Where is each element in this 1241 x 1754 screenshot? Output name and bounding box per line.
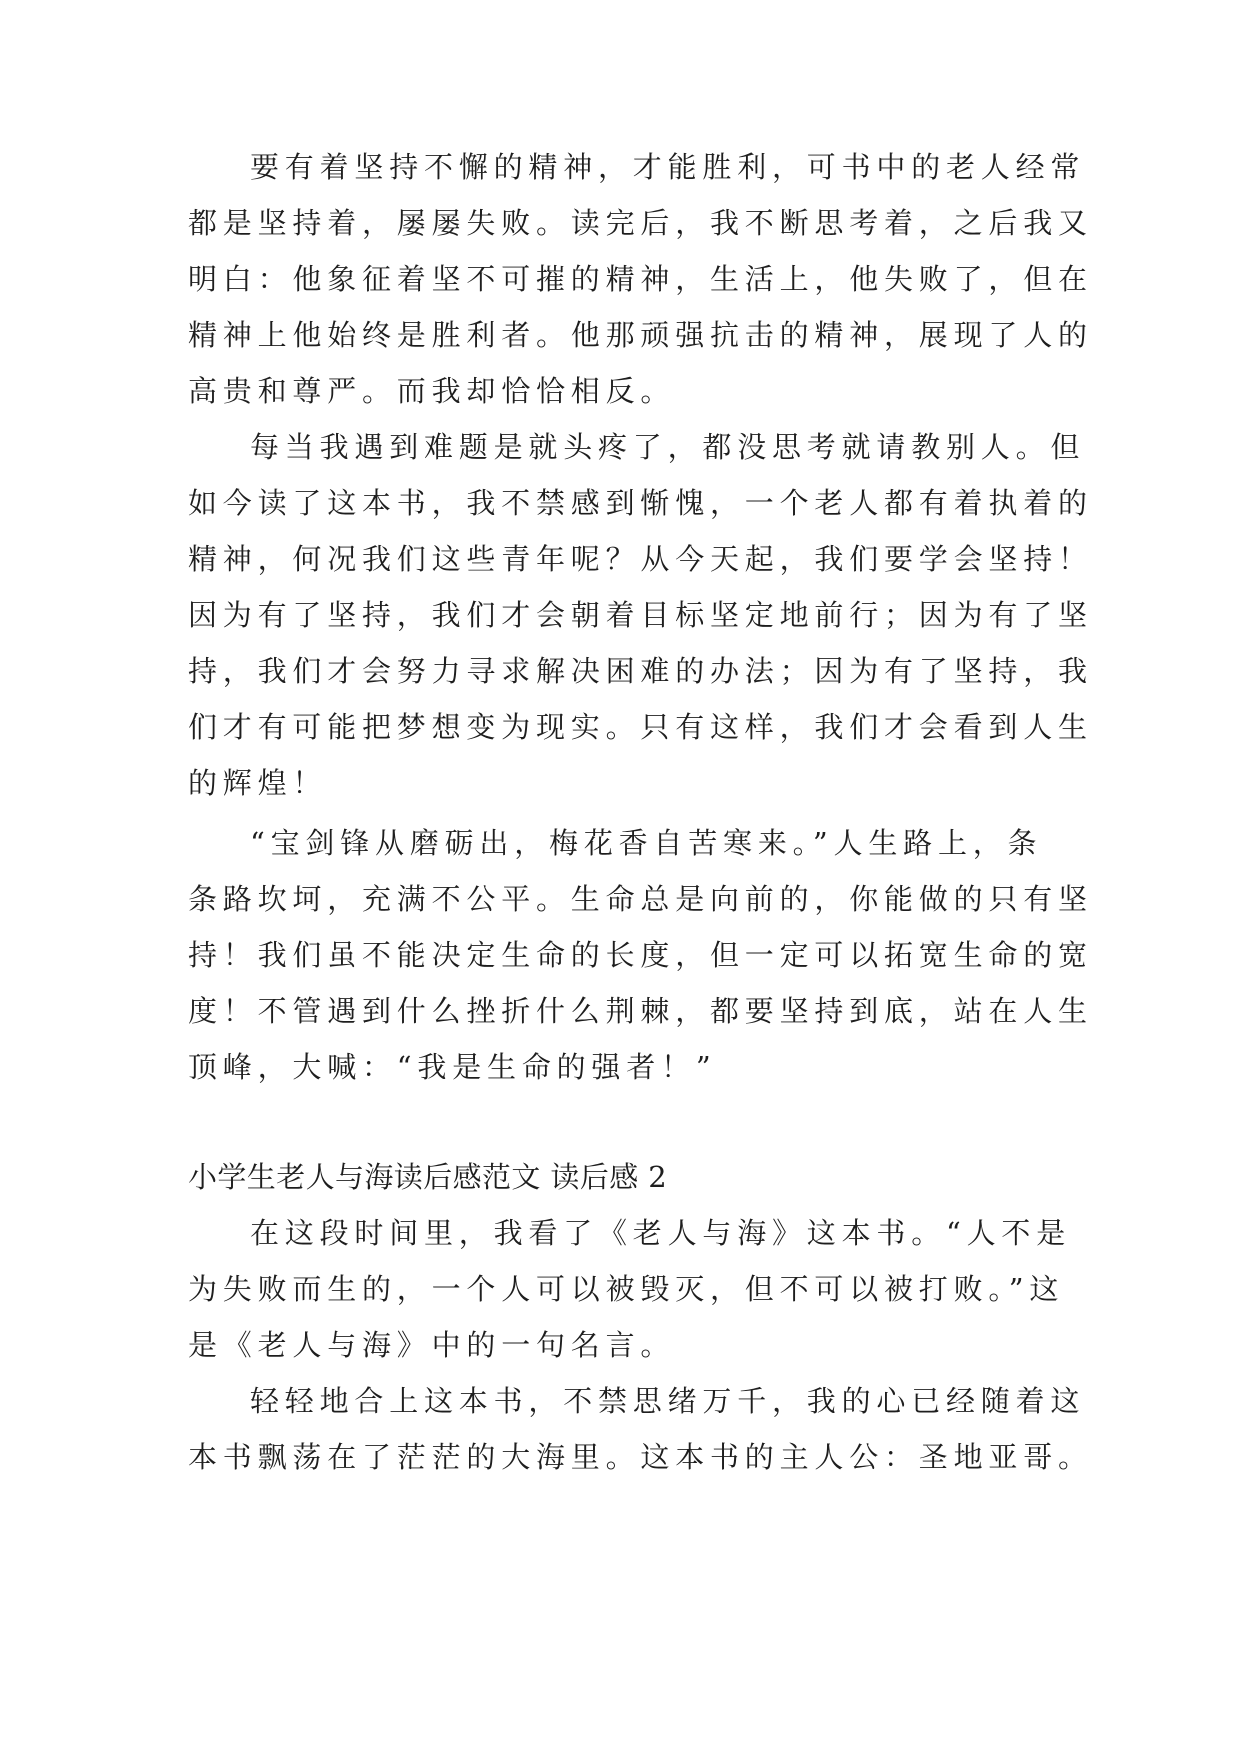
paragraph-2-line-4: 因为有了坚持，我们才会朝着目标坚定地前行；因为有了坚 xyxy=(188,598,1093,632)
section-paragraph-2-line-2: 本书飘荡在了茫茫的大海里。这本书的主人公：圣地亚哥。 xyxy=(188,1440,1093,1474)
section-paragraph-1-line-2: 为失败而生的，一个人可以被毁灭，但不可以被打败。”这 xyxy=(188,1272,1065,1306)
section-paragraph-1-line-1: 在这段时间里，我看了《老人与海》这本书。“人不是 xyxy=(250,1216,1072,1250)
paragraph-1-line-2: 都是坚持着，屡屡失败。读完后，我不断思考着，之后我又 xyxy=(188,206,1093,240)
paragraph-3-line-2: 条路坎坷，充满不公平。生命总是向前的，你能做的只有坚 xyxy=(188,882,1093,916)
paragraph-2-line-5: 持，我们才会努力寻求解决困难的办法；因为有了坚持，我 xyxy=(188,654,1093,688)
paragraph-1-line-5: 高贵和尊严。而我却恰恰相反。 xyxy=(188,374,676,408)
paragraph-1-line-1: 要有着坚持不懈的精神，才能胜利，可书中的老人经常 xyxy=(250,150,1086,184)
paragraph-3-line-3: 持！我们虽不能决定生命的长度，但一定可以拓宽生命的宽 xyxy=(188,938,1093,972)
paragraph-3-line-5: 顶峰，大喊：“我是生命的强者！” xyxy=(188,1050,717,1084)
paragraph-3-line-4: 度！不管遇到什么挫折什么荆棘，都要坚持到底，站在人生 xyxy=(188,994,1093,1028)
paragraph-2-line-2: 如今读了这本书，我不禁感到惭愧，一个老人都有着执着的 xyxy=(188,486,1093,520)
section-paragraph-1-line-3: 是《老人与海》中的一句名言。 xyxy=(188,1328,676,1362)
paragraph-1-line-4: 精神上他始终是胜利者。他那顽强抗击的精神，展现了人的 xyxy=(188,318,1093,352)
paragraph-2-line-6: 们才有可能把梦想变为现实。只有这样，我们才会看到人生 xyxy=(188,710,1093,744)
paragraph-2-line-7: 的辉煌！ xyxy=(188,766,328,800)
section-heading: 小学生老人与海读后感范文 读后感 2 xyxy=(188,1160,668,1194)
paragraph-2-line-1: 每当我遇到难题是就头疼了，都没思考就请教别人。但 xyxy=(250,430,1086,464)
paragraph-3-line-1: “宝剑锋从磨砺出，梅花香自苦寒来。”人生路上，条 xyxy=(250,826,1043,860)
paragraph-2-line-3: 精神，何况我们这些青年呢？从今天起，我们要学会坚持！ xyxy=(188,542,1093,576)
section-paragraph-2-line-1: 轻轻地合上这本书，不禁思绪万千，我的心已经随着这 xyxy=(250,1384,1086,1418)
paragraph-1-line-3: 明白：他象征着坚不可摧的精神，生活上，他失败了，但在 xyxy=(188,262,1093,296)
